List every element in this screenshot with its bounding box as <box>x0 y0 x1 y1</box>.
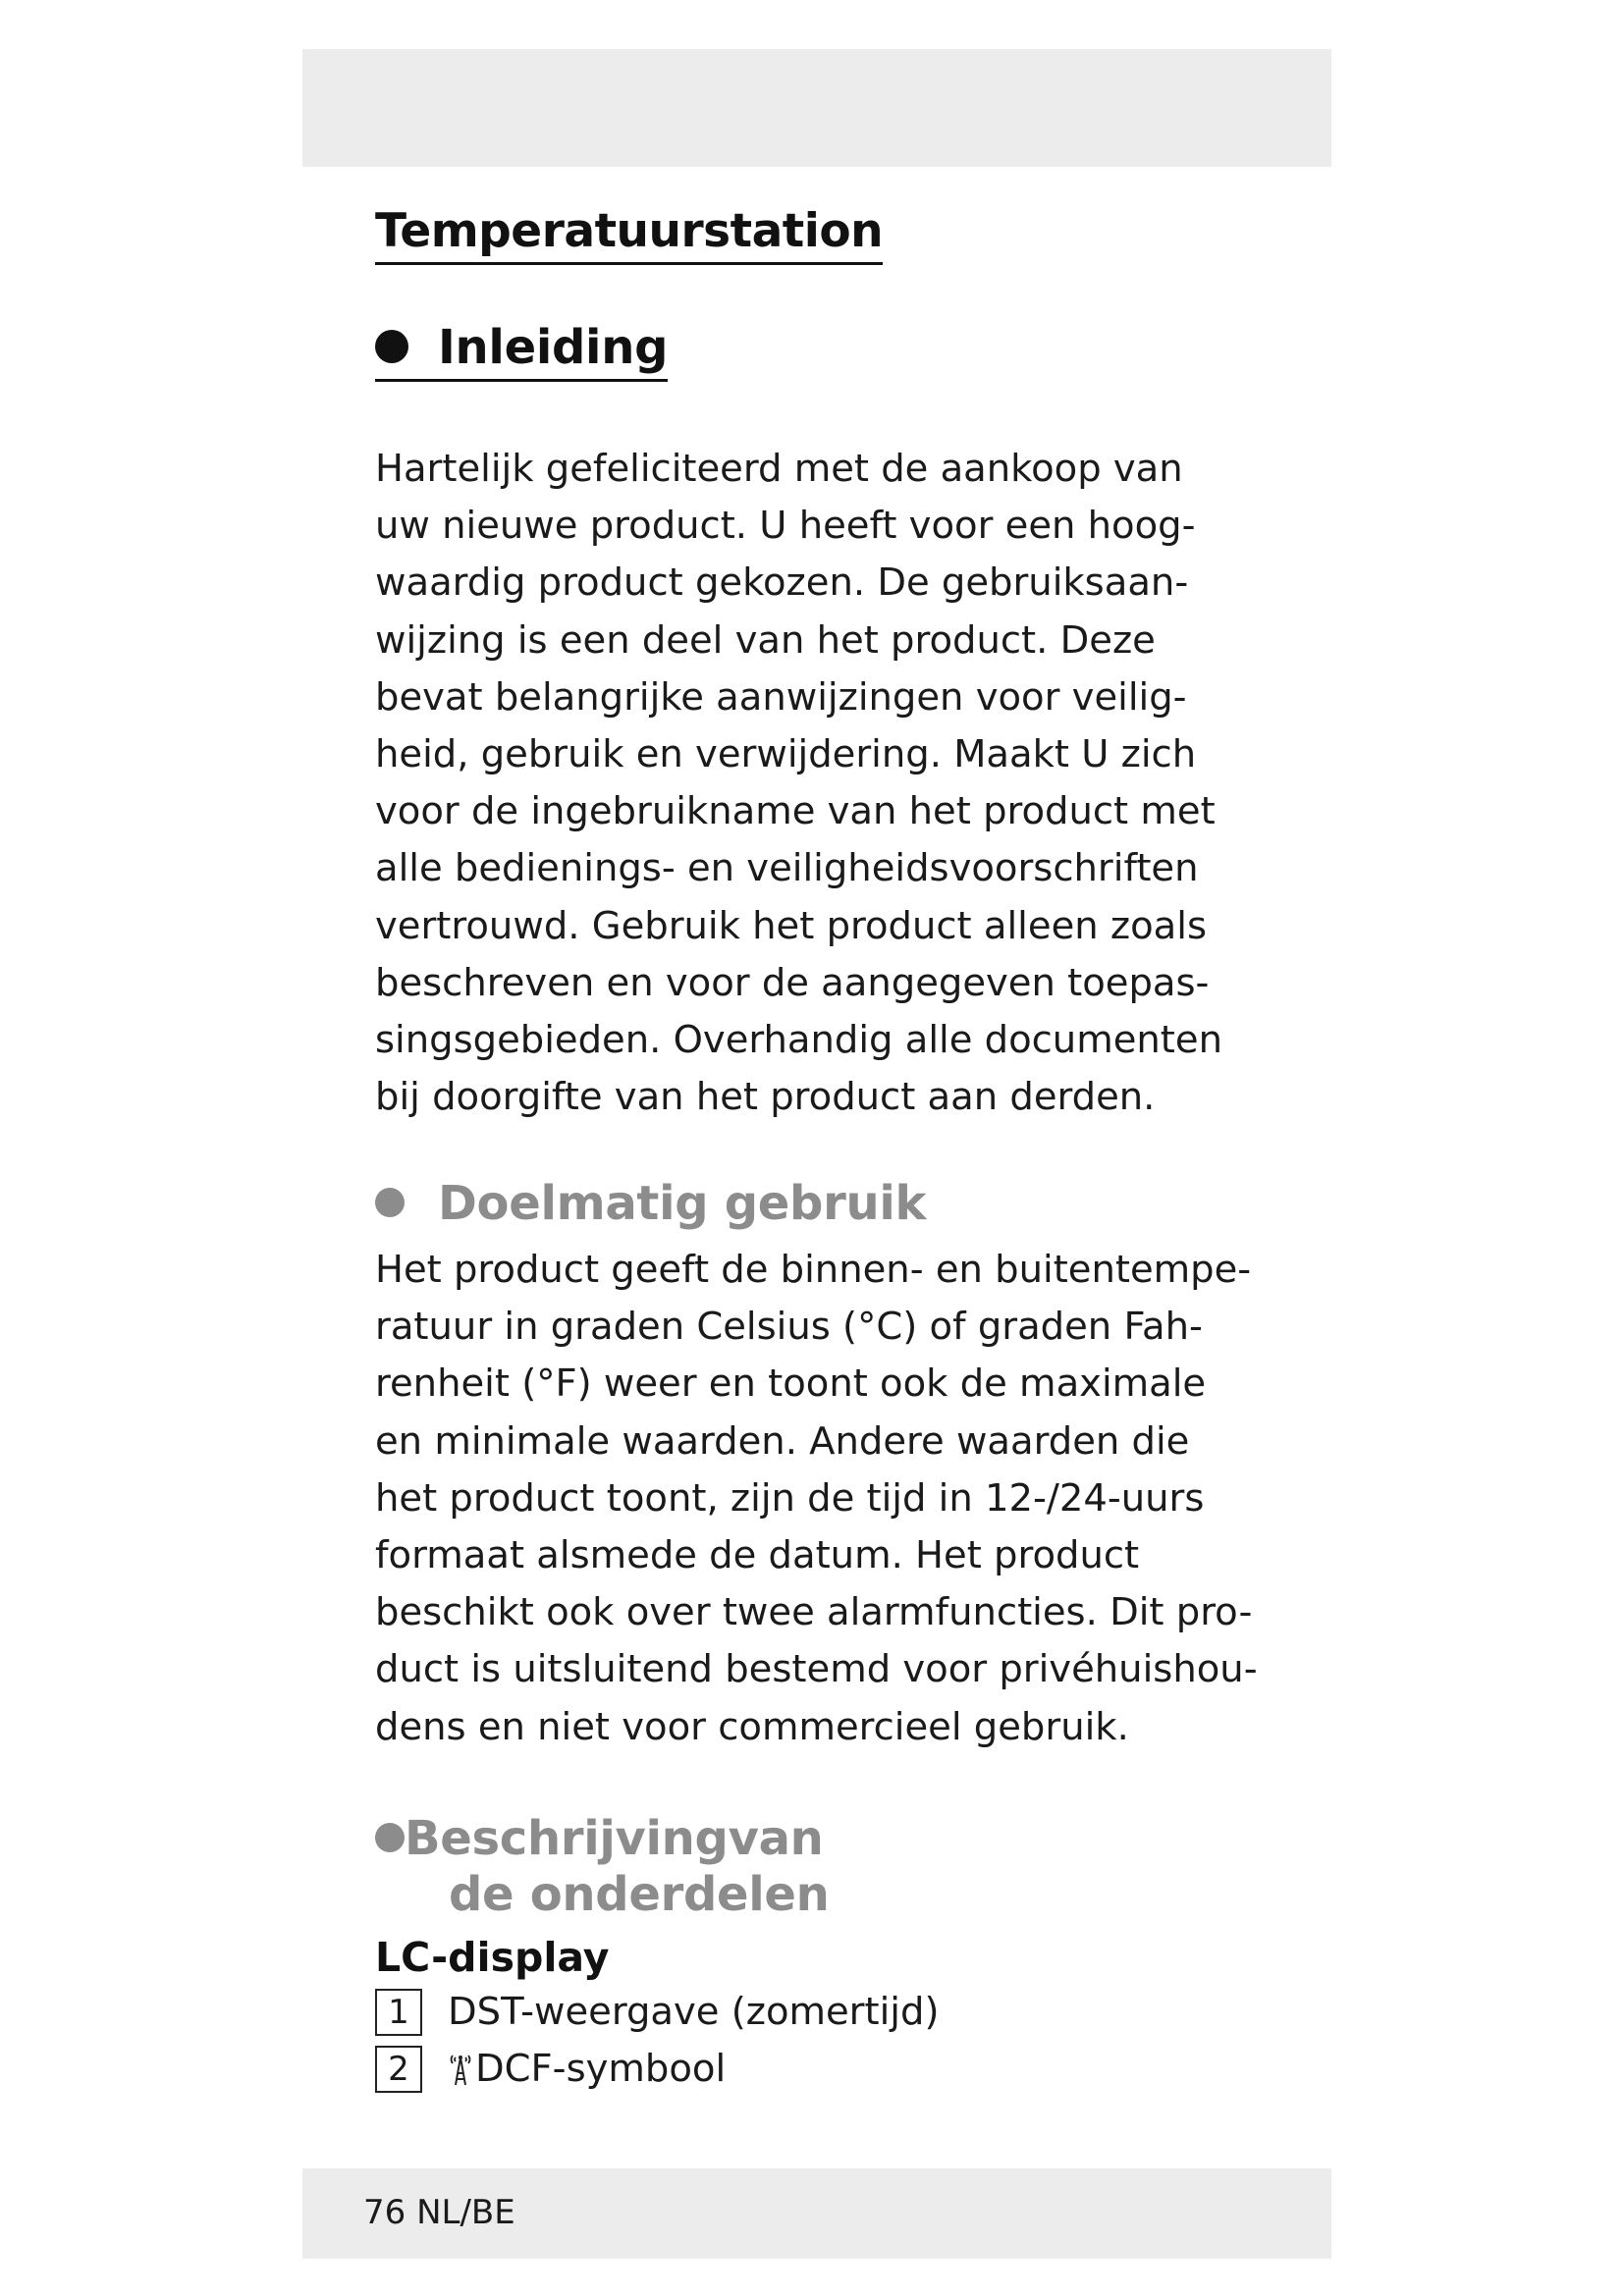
text-line: duct is uitsluitend bestemd voor privéhuishou- <box>375 1647 1258 1692</box>
section-heading-parts <box>375 1811 824 1866</box>
subheading-lc-display: LC-display <box>375 1934 610 1981</box>
text-line: vertrouwd. Gebruik het product alleen zoals <box>375 903 1207 948</box>
bullet-icon <box>375 1823 405 1852</box>
item-label: DST-weergave (zomertijd) <box>448 1990 940 2034</box>
page-number: 76 <box>363 2193 406 2232</box>
intro-paragraph <box>375 441 1222 1126</box>
item-label: DCF-symbool <box>475 2047 727 2091</box>
text-line: beschikt ook over twee alarmfuncties. Dit pro- <box>375 1590 1253 1635</box>
section-heading-intro <box>375 320 668 382</box>
locale-label: NL/BE <box>416 2193 515 2232</box>
list-item <box>375 2045 726 2093</box>
text-line: uw nieuwe product. U heeft voor een hoog- <box>375 504 1196 549</box>
text-line: formaat alsmede de datum. Het product <box>375 1533 1140 1578</box>
section-heading-parts-line2: de onderdelen <box>449 1867 830 1922</box>
dcf-tower-icon <box>448 2052 473 2087</box>
text-line: en minimale waarden. Andere waarden die <box>375 1418 1190 1464</box>
header-band <box>302 49 1331 167</box>
text-line: heid, gebruik en verwijdering. Maakt U zich <box>375 732 1197 777</box>
text-line: dens en niet voor commercieel gebruik. <box>375 1704 1129 1749</box>
item-number: 2 <box>375 2046 422 2093</box>
text-line: voor de ingebruikname van het product met <box>375 789 1216 834</box>
section-heading-intended-use <box>375 1176 926 1231</box>
text-line: Het product geeft de binnen- en buitentempe- <box>375 1248 1252 1292</box>
text-line: waardig product gekozen. De gebruiksaan- <box>375 561 1189 606</box>
section-heading-intro-text: Inleiding <box>438 320 669 375</box>
page-footer <box>363 2193 515 2232</box>
bullet-icon <box>375 330 408 363</box>
text-line: Hartelijk gefeliciteerd met de aankoop van <box>375 447 1183 491</box>
text-line: het product toont, zijn de tijd in 12-/24-uurs <box>375 1475 1205 1521</box>
page-title: Temperatuurstation <box>375 204 883 265</box>
text-line: ratuur in graden Celsius (°C) of graden Fah- <box>375 1305 1203 1350</box>
list-item <box>375 1988 939 2036</box>
text-line: singsgebieden. Overhandig alle documenten <box>375 1018 1222 1063</box>
section-heading-parts-line1: Beschrijvingvan <box>405 1811 824 1866</box>
text-line: bevat belangrijke aanwijzingen voor veilig- <box>375 674 1187 720</box>
text-line: beschreven en voor de aangegeven toepas- <box>375 960 1210 1005</box>
text-line: renheit (°F) weer en toont ook de maximale <box>375 1362 1207 1407</box>
item-number: 1 <box>375 1989 422 2036</box>
bullet-icon <box>375 1188 405 1217</box>
text-line: alle bedienings- en veiligheidsvoorschriften <box>375 846 1199 891</box>
intended-use-paragraph <box>375 1242 1258 1756</box>
text-line: wijzing is een deel van het product. Deze <box>375 617 1156 663</box>
text-line: bij doorgifte van het product aan derden. <box>375 1075 1156 1120</box>
section-heading-intended-use-text: Doelmatig gebruik <box>438 1176 927 1231</box>
